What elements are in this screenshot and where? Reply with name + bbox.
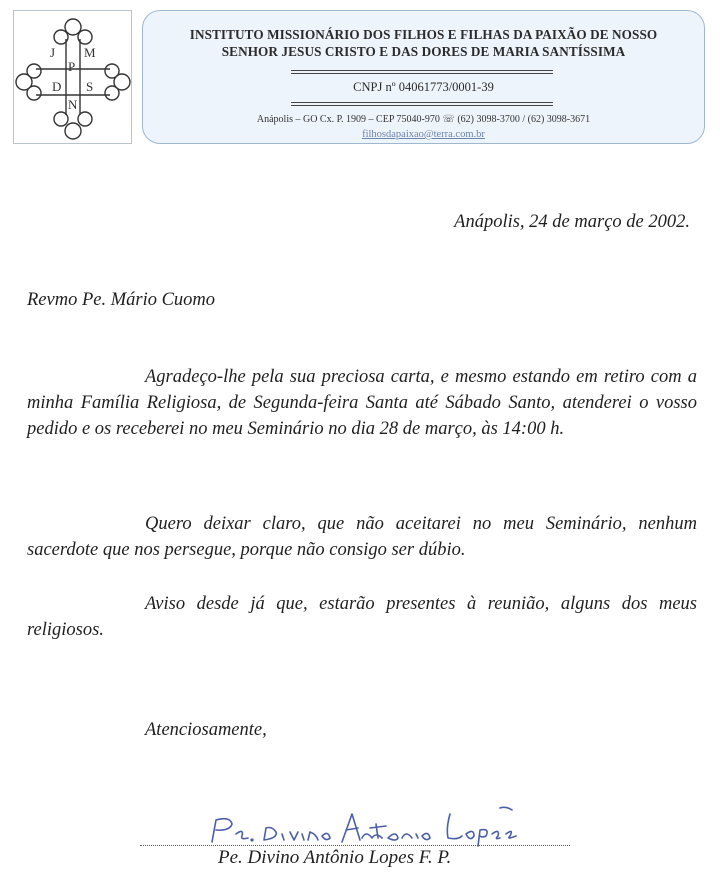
header-divider: [291, 73, 553, 74]
logo-letter-m: M: [84, 45, 96, 60]
cnpj-number: CNPJ nº 04061773/0001-39: [353, 80, 494, 94]
logo-letter-p: P: [68, 59, 76, 74]
postal-address: Anápolis – GO Cx. P. 1909 – CEP 75040-970 ☏ (62) 3098-3700 / (62) 3098-3671: [256, 114, 591, 125]
logo-letter-n: N: [68, 97, 78, 112]
header-divider: [291, 105, 553, 106]
header-divider: [291, 102, 553, 103]
closing: Atenciosamente,: [145, 720, 267, 740]
letterhead: [142, 10, 705, 144]
logo-letter-s: S: [86, 79, 94, 94]
logo-letter-d: D: [52, 79, 62, 94]
email-link[interactable]: filhosdapaixao@terra.com.br: [362, 129, 485, 140]
handwritten-signature: [200, 798, 540, 848]
paragraph-text: Agradeço-lhe pela sua preciosa carta, e mesmo estando em retiro com a minha Família Religiosa, de Segunda-feira Santa até Sábado Santo, atenderei o vosso pedido e os receberei no meu Seminário no dia 28 de março, às 14:00 h.: [27, 367, 697, 439]
paragraph: [27, 511, 697, 563]
header-divider: [291, 70, 553, 71]
letter-date: Anápolis, 24 de março de 2002.: [454, 212, 690, 232]
institution-name-line1: INSTITUTO MISSIONÁRIO DOS FILHOS E FILHAS DA PAIXÃO DE NOSSO: [189, 27, 658, 42]
logo-letter-j: J: [50, 45, 56, 60]
signer-name: Pe. Divino Antônio Lopes F. P.: [218, 847, 452, 868]
cross-monogram-icon: [14, 11, 133, 145]
paragraph: [27, 364, 697, 442]
paragraph-text: Quero deixar claro, que não aceitarei no meu Seminário, nenhum sacerdote que nos persegue, porque não consigo ser dúbio.: [27, 514, 697, 560]
logo-box: [13, 10, 132, 144]
addressee: Revmo Pe. Mário Cuomo: [27, 290, 216, 310]
institution-name-line2: SENHOR JESUS CRISTO E DAS DORES DE MARIA SANTÍSSIMA: [221, 44, 626, 59]
paragraph: [27, 591, 697, 643]
paragraph-text: Aviso desde já que, estarão presentes à reunião, alguns dos meus religiosos.: [27, 594, 697, 640]
